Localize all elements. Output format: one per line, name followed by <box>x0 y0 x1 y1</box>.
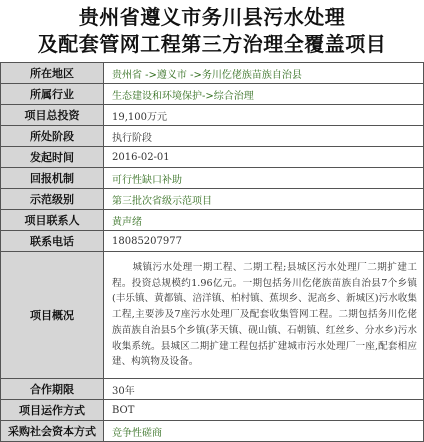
row-label: 所属行业 <box>1 84 104 105</box>
row-label: 联系电话 <box>1 231 104 252</box>
row-value: 生态建设和环境保护->综合治理 <box>104 84 424 105</box>
table-row <box>1 231 424 252</box>
table-row <box>1 421 424 442</box>
row-label: 采购社会资本方式 <box>1 421 104 442</box>
title-line-2: 及配套管网工程第三方治理全覆盖项目 <box>37 32 387 56</box>
table-row <box>1 168 424 189</box>
row-label: 合作期限 <box>1 379 104 400</box>
table-row <box>1 252 424 379</box>
row-value: 竞争性磋商 <box>104 421 424 442</box>
row-label: 项目运作方式 <box>1 400 104 421</box>
row-value: 第三批次省级示范项目 <box>104 189 424 210</box>
table-row <box>1 400 424 421</box>
page-title <box>0 0 424 62</box>
row-label: 项目总投资 <box>1 105 104 126</box>
row-value: BOT <box>104 400 424 421</box>
table-row <box>1 379 424 400</box>
table-row <box>1 210 424 231</box>
table-row <box>1 147 424 168</box>
row-value: 可行性缺口补助 <box>104 168 424 189</box>
row-label: 所处阶段 <box>1 126 104 147</box>
row-label: 示范级别 <box>1 189 104 210</box>
row-label: 项目概况 <box>1 252 104 379</box>
table-row <box>1 126 424 147</box>
row-value: 19,100万元 <box>104 105 424 126</box>
row-value: 执行阶段 <box>104 126 424 147</box>
table-row <box>1 63 424 84</box>
row-value-overview <box>104 252 424 379</box>
row-value: 30年 <box>104 379 424 400</box>
table-row <box>1 105 424 126</box>
row-label: 回报机制 <box>1 168 104 189</box>
project-info-table <box>0 62 424 442</box>
table-row <box>1 84 424 105</box>
row-label: 所在地区 <box>1 63 104 84</box>
row-label: 发起时间 <box>1 147 104 168</box>
title-line-1: 贵州省遵义市务川县污水处理 <box>78 5 346 29</box>
row-value: 黄声绪 <box>104 210 424 231</box>
row-value: 贵州省 ->遵义市 ->务川仡佬族苗族自治县 <box>104 63 424 84</box>
row-label: 项目联系人 <box>1 210 104 231</box>
table-row <box>1 189 424 210</box>
row-value: 2016-02-01 <box>104 147 424 168</box>
overview-text: 城镇污水处理一期工程、二期工程;县城区污水处理厂二期扩建工程。投资总规模约1.96亿元。一期包括务川仡佬族苗族自治县7个乡镇(丰乐镇、黄都镇、涪洋镇、柏村镇、蕉坝乡、泥高乡、新城区)污水收集工程,主要涉及7座污水处理厂及配套收集管网工程。二期包括务川仡佬族苗族自治县5个乡镇(茅天镇、砚山镇、石朝镇、红丝乡、分水乡)污水收集系统。县城区二期扩建工程包括扩建城市污水处理厂一座,配套相应建、构筑物及设备。 <box>112 262 417 368</box>
row-value: 18085207977 <box>104 231 424 252</box>
